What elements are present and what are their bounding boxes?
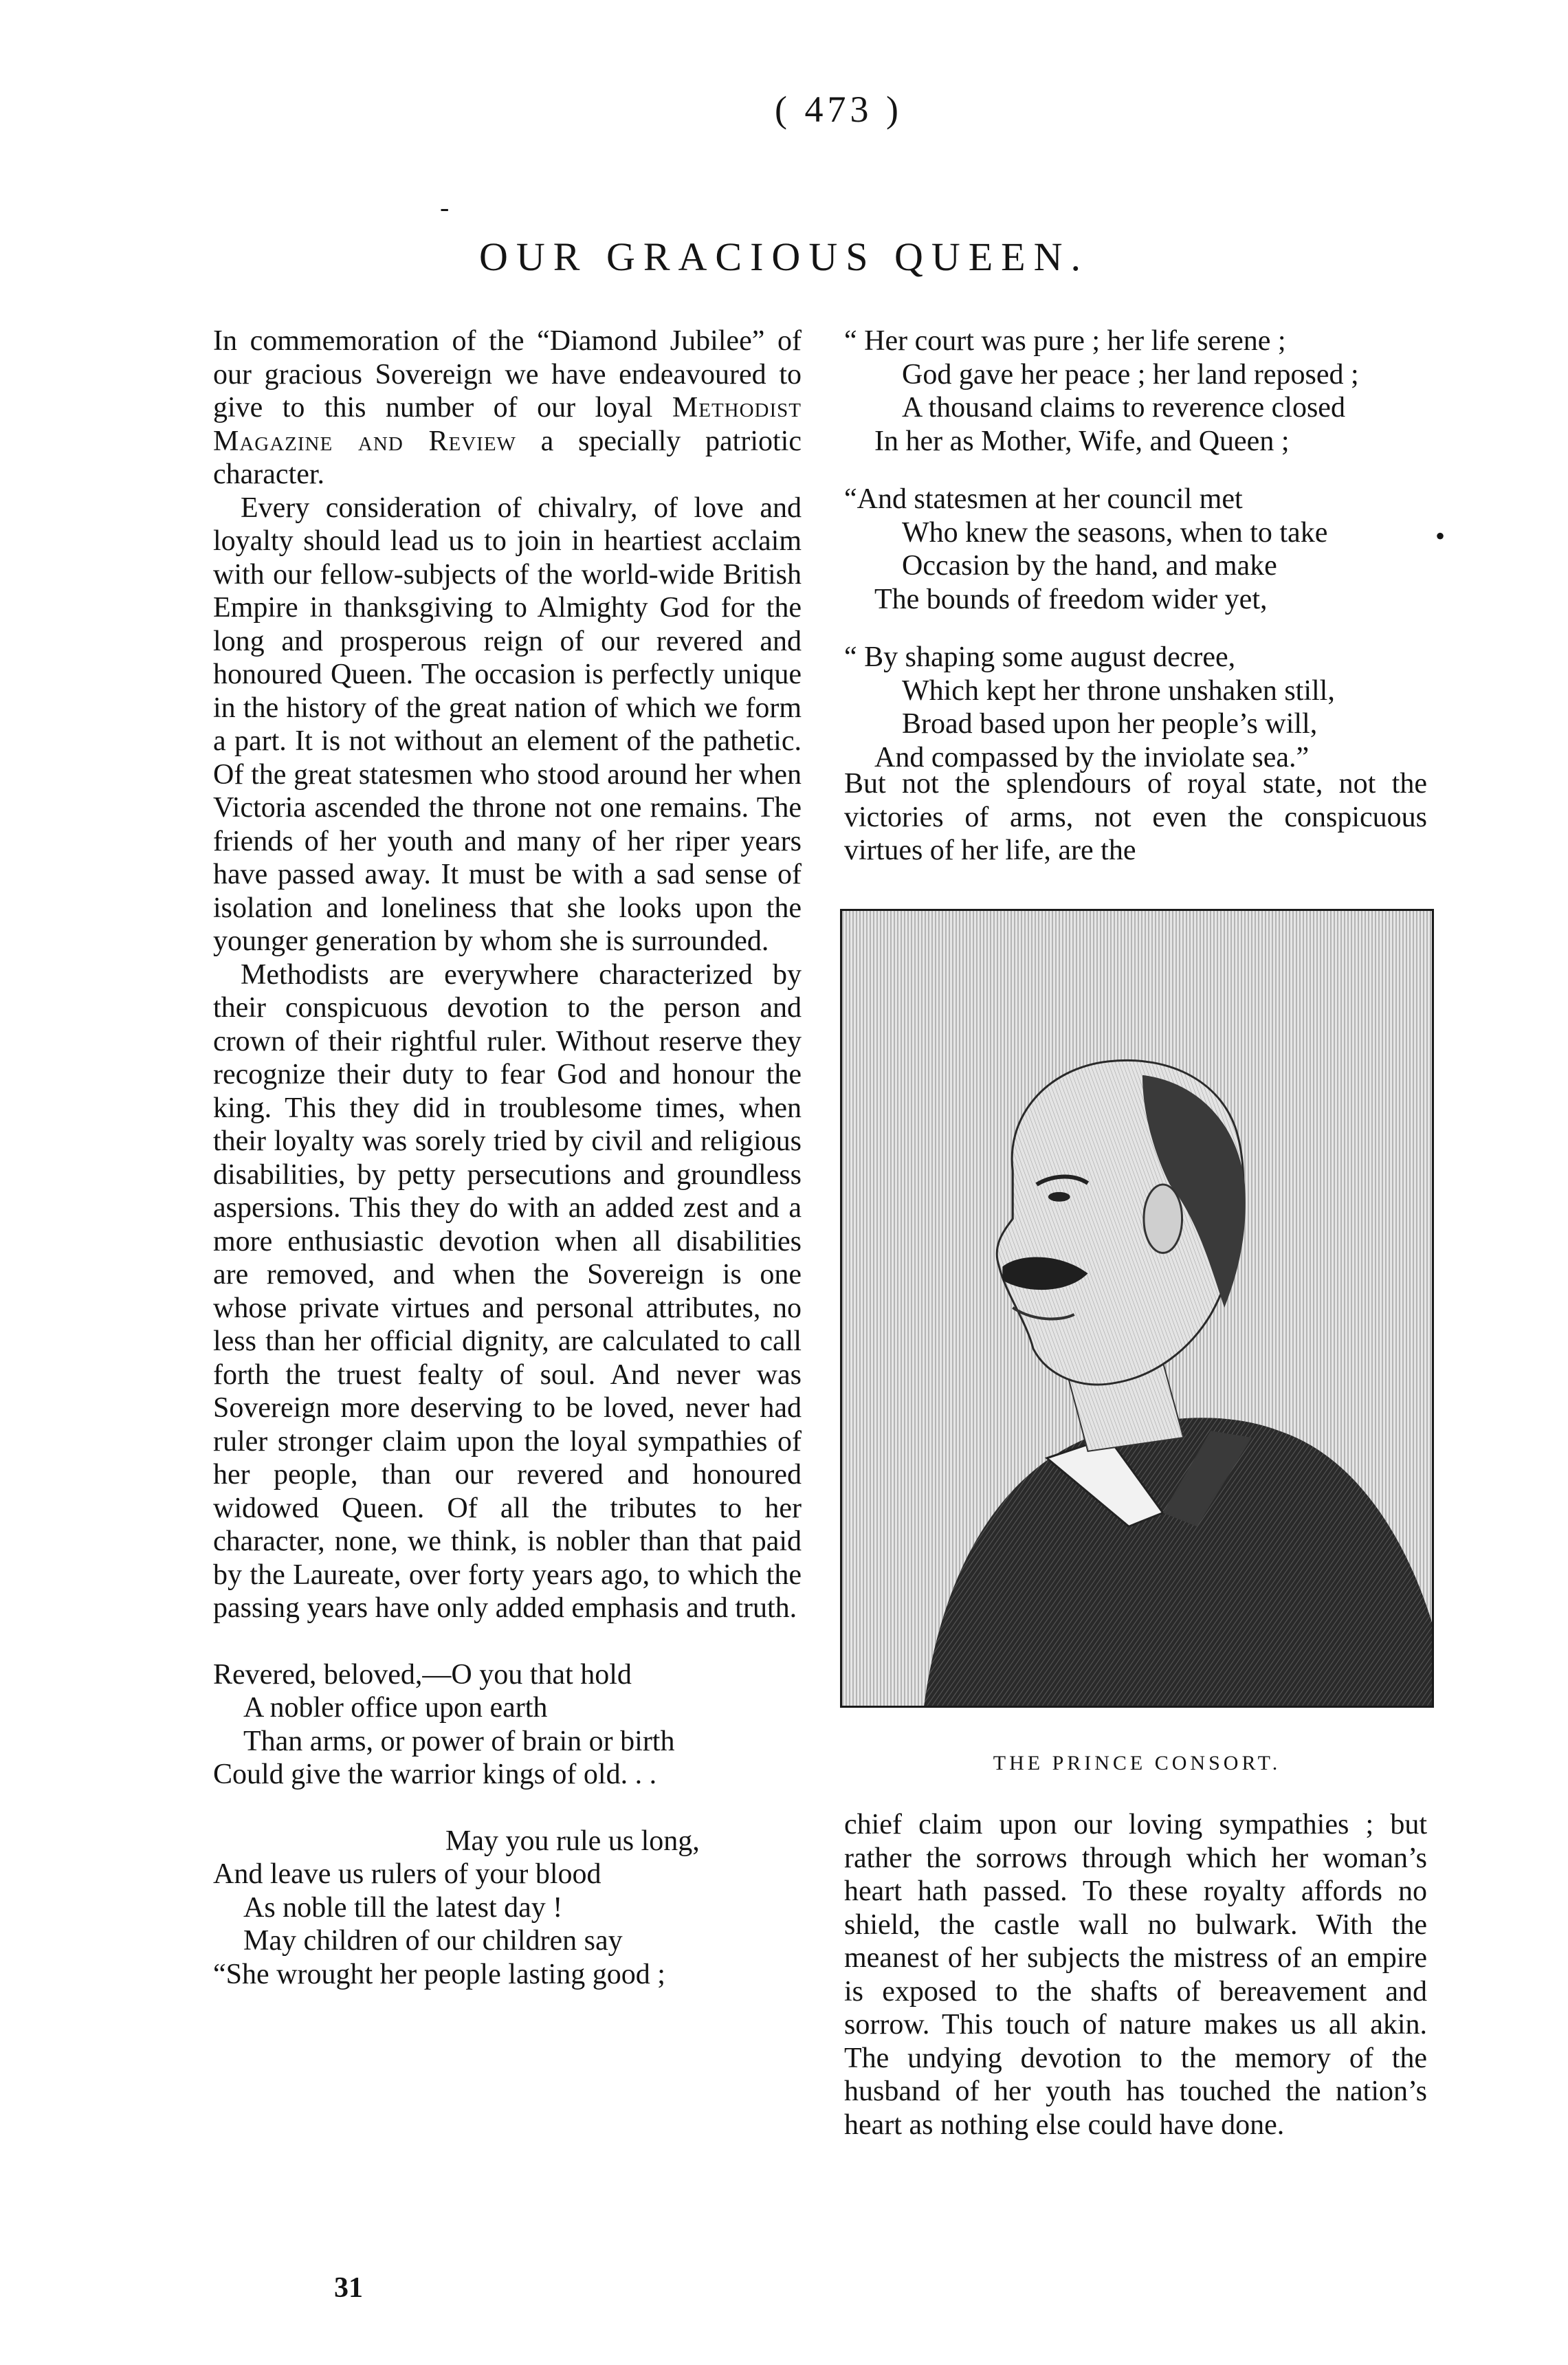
page-number: ( 473 ): [775, 89, 903, 130]
magazine-name: Methodist Magazine and Review: [213, 392, 802, 457]
poem-line: Revered, beloved,—O you that hold: [213, 1658, 632, 1691]
poem-line: And compassed by the inviolate sea.”: [874, 741, 1310, 773]
article-title: OUR GRACIOUS QUEEN.: [479, 234, 1089, 279]
stray-ink-mark: •: [1435, 520, 1446, 551]
poem-line: God gave her peace ; her land reposed ;: [902, 358, 1359, 390]
paragraph-5-block: [844, 1808, 1427, 2142]
paragraph-5: chief claim upon our loving sympathies ; but rather the sorrows through which her woman’s heart hath passed. To these royalty affords no shield, the castle wall no bulwark. With the meanest of her subjects the mistress of an empire is exposed to the shafts of bereavement and sorrow. This touch of nature makes us all akin. The undying devotion to the memory of the husband of her youth has touched the nation’s heart as nothing else could have done.: [844, 1809, 1427, 2141]
poem-line: Who knew the seasons, when to take: [902, 516, 1328, 549]
poem-line: “ By shaping some august decree,: [844, 641, 1236, 673]
poem-line: “And statesmen at her council met: [844, 483, 1243, 515]
poem-line: Could give the warrior kings of old. . .: [213, 1759, 657, 1790]
poem-line: A nobler office upon earth: [243, 1692, 548, 1724]
paragraph-4: But not the splendours of royal state, not the victories of arms, not even the conspicuous virtues of her life, are the: [844, 768, 1427, 866]
poem-stanza-2: [844, 483, 1427, 616]
paragraph-4-block: [844, 767, 1427, 868]
poem-line: May children of our children say: [243, 1925, 623, 1957]
paragraph-1-text-b: a specially patriotic character.: [213, 425, 802, 490]
poem-line: And leave us rulers of your blood: [213, 1858, 601, 1890]
paragraph-2: Every consideration of chivalry, of love and loyalty should lead us to join in heartiest acclaim with our fellow-subjects of the world-wide British Empire in thanksgiving to Almighty God for the long and prosperous reign of our revered and honoured Queen. The occasion is perfectly unique in the history of the great nation of which we form a part. It is not without an element of the pathetic. Of the great statesmen who stood around her when Victoria ascended the throne not one remains. The friends of her youth and many of her riper years have passed away. It must be with a sad sense of isolation and loneliness that she looks upon the younger generation by whom she is surrounded.: [213, 492, 802, 957]
illustration-caption: THE PRINCE CONSORT.: [993, 1752, 1281, 1774]
paragraph-1-text-a: In commemoration of the “Diamond Jubilee” of our gracious Sovereign we have endeavoured to give to this number of our loyal: [213, 325, 802, 424]
poem-line: A thousand claims to reverence closed: [902, 392, 1345, 424]
poem-stanza-1: [844, 324, 1427, 458]
poem-line: The bounds of freedom wider yet,: [874, 583, 1268, 615]
poem-line: “ Her court was pure ; her life serene ;: [844, 325, 1286, 357]
poem-line: Which kept her throne unshaken still,: [902, 674, 1335, 707]
poem-line: “She wrought her people lasting good ;: [213, 1958, 665, 1990]
paragraph-3: Methodists are everywhere characterized by their conspicuous devotion to the person and crown of their rightful ruler. Without reserve they recognize their duty to fear God and honour the king. This they did in troublesome times, when their loyalty was sorely tried by civil and religious disabilities, by petty persecutions and groundless aspersions. This they do with an added zest and a more enthusiastic devotion when all disabilities are removed, and when the Sovereign is one whose private virtues and personal attributes, no less than her official dignity, are calculated to call forth the truest fealty of soul. And never was Sovereign more deserving to be loved, never had ruler stronger claim upon the loyal sympathies of her people, than our revered and honoured widowed Queen. Of all the tributes to her character, none, we think, is nobler than that paid by the Laureate, over forty years ago, to which the passing years have only added emphasis and truth.: [213, 958, 802, 1624]
prince-consort-engraving: [840, 909, 1434, 1708]
stray-ink-mark: ‐: [440, 192, 450, 223]
poem-line: May you rule us long,: [445, 1825, 700, 1857]
poem-line: In her as Mother, Wife, and Queen ;: [874, 425, 1290, 457]
poem-line: Occasion by the hand, and make: [902, 550, 1277, 582]
right-poem: [844, 324, 1427, 774]
poem-line: Than arms, or power of brain or birth: [243, 1725, 675, 1757]
paragraph-1: [213, 324, 802, 492]
laureate-poem-part-1: [213, 1658, 802, 1792]
laureate-poem-part-2: [213, 1825, 802, 1992]
left-column: [213, 324, 802, 1991]
poem-line: As noble till the latest day !: [243, 1891, 563, 1924]
signature-folio: 31: [334, 2272, 363, 2304]
portrait-illustration: [842, 911, 1432, 1706]
poem-line: Broad based upon her people’s will,: [902, 708, 1318, 740]
poem-stanza-3: [844, 641, 1427, 774]
